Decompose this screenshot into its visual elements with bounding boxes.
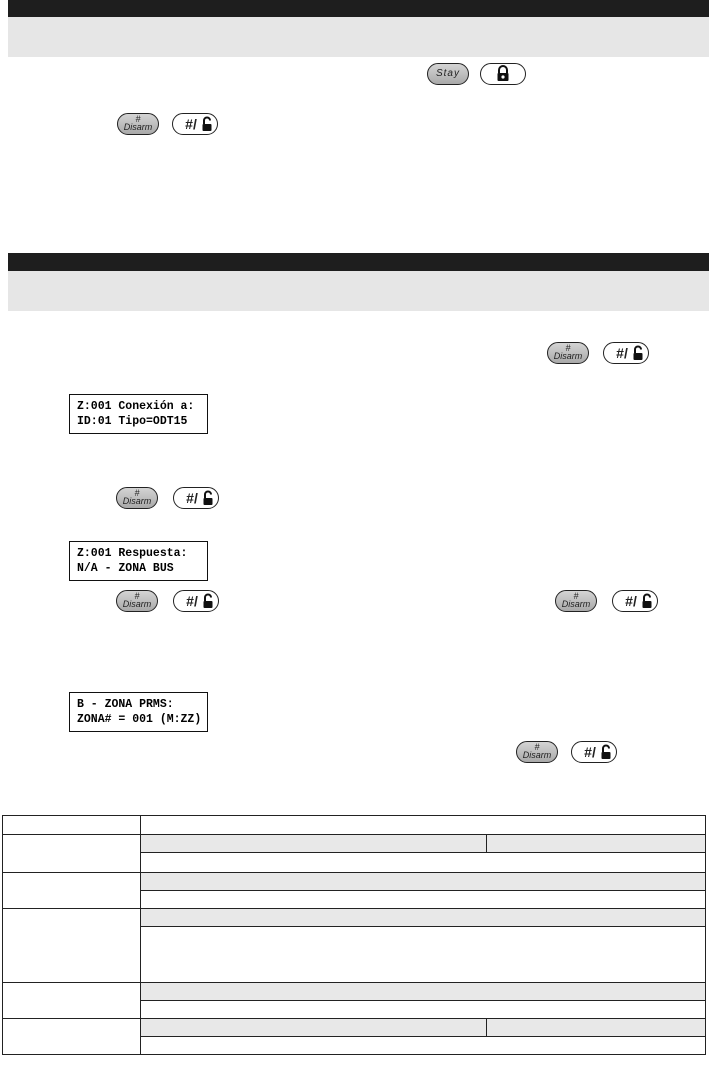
unlock-icon (632, 345, 644, 361)
stay-key[interactable] (427, 63, 469, 85)
disarm-key-label: Disarm (522, 750, 552, 760)
hash-unlock-key[interactable] (172, 113, 218, 135)
table-cell (487, 835, 706, 853)
table-cell (487, 1019, 706, 1037)
hash-unlock-key-label: #/ (616, 345, 628, 361)
stay-key-label: Stay (435, 68, 460, 79)
hash-unlock-key[interactable] (612, 590, 658, 612)
table-row (3, 1019, 706, 1037)
table-cell (141, 1037, 706, 1055)
table-row (3, 983, 706, 1001)
hash-unlock-key-label: #/ (625, 593, 637, 609)
disarm-key[interactable] (555, 590, 597, 612)
zone-parameters-table (2, 815, 706, 1055)
table-cell (141, 1019, 487, 1037)
lock-key[interactable] (480, 63, 526, 85)
unlock-icon (600, 744, 612, 760)
lcd-line-2: ID:01 Tipo=ODT15 (77, 415, 188, 428)
disarm-key-hash: # (573, 591, 579, 601)
table-cell (3, 909, 141, 983)
hash-unlock-key[interactable] (173, 487, 219, 509)
lcd-line-1: B - ZONA PRMS: (77, 698, 174, 711)
section-1-title-bar (8, 0, 709, 17)
table-header-row (3, 816, 706, 835)
table-cell (3, 1019, 141, 1055)
hash-unlock-key[interactable] (571, 741, 617, 763)
unlock-icon (202, 593, 214, 609)
table-cell (3, 983, 141, 1019)
table-cell (3, 873, 141, 909)
table-cell (3, 835, 141, 873)
disarm-key[interactable] (116, 487, 158, 509)
disarm-key[interactable] (117, 113, 159, 135)
table-cell (141, 1001, 706, 1019)
disarm-key-hash: # (534, 742, 540, 752)
unlock-icon (201, 116, 213, 132)
disarm-key-hash: # (565, 343, 571, 353)
table-cell (141, 909, 706, 927)
lcd-response-display (69, 541, 208, 581)
lock-icon (480, 63, 526, 85)
table-cell (141, 873, 706, 891)
disarm-key[interactable] (547, 342, 589, 364)
lcd-line-2: ZONA# = 001 (M:ZZ) (77, 713, 202, 726)
lcd-zone-params-display (69, 692, 208, 732)
table-cell (141, 891, 706, 909)
lcd-line-2: N/A - ZONA BUS (77, 562, 174, 575)
disarm-key-label: Disarm (553, 351, 583, 361)
table-row (3, 909, 706, 927)
section-1-subtitle-band (8, 17, 709, 57)
hash-unlock-key[interactable] (603, 342, 649, 364)
hash-unlock-key[interactable] (173, 590, 219, 612)
lcd-line-1: Z:001 Respuesta: (77, 547, 188, 560)
table-cell (141, 835, 487, 853)
table-row (3, 835, 706, 853)
disarm-key-label: Disarm (122, 496, 152, 506)
table-cell (141, 853, 706, 873)
table-cell (141, 983, 706, 1001)
hash-unlock-key-label: #/ (584, 744, 596, 760)
unlock-icon (202, 490, 214, 506)
disarm-key-hash: # (134, 488, 140, 498)
disarm-key-hash: # (135, 114, 141, 124)
lcd-connection-display (69, 394, 208, 434)
section-2-title-bar (8, 253, 709, 271)
disarm-key-hash: # (134, 591, 140, 601)
hash-unlock-key-label: #/ (186, 593, 198, 609)
table-cell (3, 816, 141, 835)
disarm-key-label: Disarm (122, 599, 152, 609)
hash-unlock-key-label: #/ (186, 490, 198, 506)
disarm-key-label: Disarm (561, 599, 591, 609)
table-row (3, 873, 706, 891)
unlock-icon (641, 593, 653, 609)
section-2-subtitle-band (8, 271, 709, 311)
disarm-key[interactable] (516, 741, 558, 763)
lcd-line-1: Z:001 Conexión a: (77, 400, 195, 413)
disarm-key-label: Disarm (123, 122, 153, 132)
table-cell (141, 816, 706, 835)
table-cell (141, 927, 706, 983)
disarm-key[interactable] (116, 590, 158, 612)
hash-unlock-key-label: #/ (185, 116, 197, 132)
